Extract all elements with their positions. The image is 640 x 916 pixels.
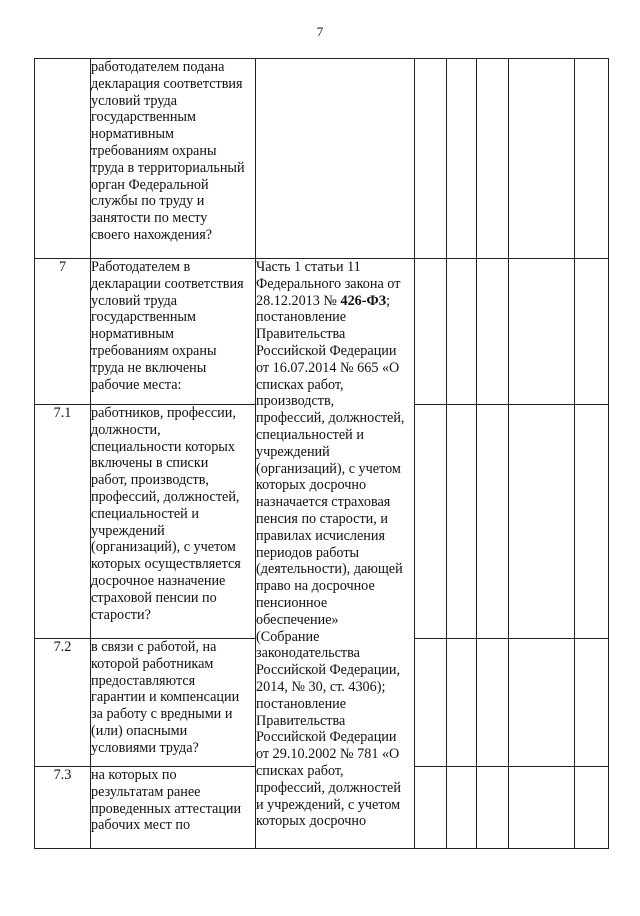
answer-cell-na: [477, 59, 509, 259]
answer-cell-yes: [415, 639, 447, 767]
answer-cell-yes: [415, 59, 447, 259]
answer-cell-na: [477, 639, 509, 767]
answer-cell-yes: [415, 405, 447, 639]
notes-cell: [509, 405, 575, 639]
table-row: [35, 259, 609, 405]
extra-cell: [575, 259, 609, 405]
answer-cell-no: [447, 639, 477, 767]
table-row: [35, 59, 609, 259]
answer-cell-no: [447, 59, 477, 259]
page-number: 7: [316, 24, 324, 39]
answer-cell-na: [477, 767, 509, 849]
extra-cell: [575, 405, 609, 639]
answer-cell-yes: [415, 259, 447, 405]
question-cell: в связи с работой, на которой работникам предоставляются гарантии и компенсации за работу с вредными и (или) опасными условиями труда?: [91, 639, 256, 767]
row-number: [35, 59, 91, 259]
answer-cell-na: [477, 259, 509, 405]
extra-cell: [575, 767, 609, 849]
extra-cell: [575, 639, 609, 767]
extra-cell: [575, 59, 609, 259]
legal-basis-cell: [256, 59, 415, 259]
answer-cell-no: [447, 405, 477, 639]
answer-cell-no: [447, 767, 477, 849]
question-cell: работодателем подана декларация соответствия условий труда государственным нормативным требованиям охраны труда в территориальный орган Федеральной службы по труду и занятости по месту своего нахождения?: [91, 59, 256, 259]
row-number: 7.3: [35, 767, 91, 849]
inspection-checklist-table: [34, 58, 609, 849]
legal-basis-cell: Часть 1 статьи 11 Федерального закона от 28.12.2013 № 426-ФЗ; постановление Правительства Российской Федерации от 16.07.2014 № 665 «О списках работ, производств, профессий, должностей, специальностей и учреждений (организаций), с учетом которых досрочно назначается страховая пенсия по старости, и правилах исчисления периодов работы (деятельности), дающей право на досрочное пенсионное обеспечение» (Собрание законодательства Российской Федерации, 2014, № 30, ст. 4306); постановление Правительства Российской Федерации от 29.10.2002 № 781 «О списках работ, профессий, должностей и учреждений, с учетом которых досрочно: [256, 259, 415, 849]
row-number: 7.1: [35, 405, 91, 639]
answer-cell-no: [447, 259, 477, 405]
notes-cell: [509, 639, 575, 767]
answer-cell-na: [477, 405, 509, 639]
question-cell: Работодателем в декларации соответствия условий труда государственным нормативным требованиям охраны труда не включены рабочие места:: [91, 259, 256, 405]
question-cell: на которых по результатам ранее проведенных аттестации рабочих мест по: [91, 767, 256, 849]
notes-cell: [509, 767, 575, 849]
row-number: 7: [35, 259, 91, 405]
notes-cell: [509, 59, 575, 259]
notes-cell: [509, 259, 575, 405]
answer-cell-yes: [415, 767, 447, 849]
question-cell: работников, профессии, должности, специальности которых включены в списки работ, производств, профессий, должностей, специальностей и учреждений (организаций), с учетом которых осуществляется досрочное назначение страховой пенсии по старости?: [91, 405, 256, 639]
row-number: 7.2: [35, 639, 91, 767]
